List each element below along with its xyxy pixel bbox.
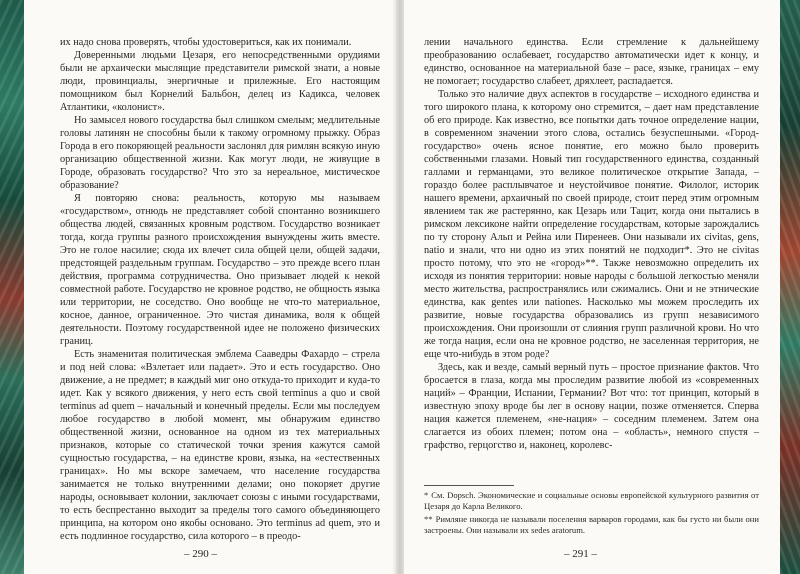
paragraph: Доверенными людьми Цезаря, его непосредственными орудиями были не архаически мыслящие представители римской знати, а новые люди, провинциалы, энергичные и прилежные. Его настоящим помощником был Корнелий Бальбон, делец из Кадикса, человек Атлантики, «колонист». xyxy=(60,50,380,113)
paragraph: лении начального единства. Если стремление к дальнейшему преобразованию ослабевает, государство автоматически идет к концу, и единство, основанное на материальной базе – расе, языке, границах – ему не помогает; государство слабеет, дряхлеет, распадается. xyxy=(424,37,759,87)
page-number: – 290 – xyxy=(184,548,217,560)
book-cover-edge-right xyxy=(780,0,800,574)
paragraph: Я повторяю снова: реальность, которую мы называем «государством», отнюдь не представляет собой спонтанно возникшего общества людей, связанных кровным родством. Государство возникает тогда, когда группы разного происхождения вынуждены жить вместе. Это не голое насилие; сюда их влечет сила общей цели, общей задачи, предстоящей раздельным группам. Государство – это прежде всего план действия, программа сотрудничества. Оно призывает людей к некой совместной работе. Государство не кровное родство, не общность языка или территории, не соседство. Оно вообще не что-то материальное, косное, данное, ограниченное. Это чистая динамика, воля к общей деятельности. Поэтому государственной идее не положено физических границ. xyxy=(60,193,380,347)
paragraph: их надо снова проверять, чтобы удостовериться, как их понимали. xyxy=(60,37,352,48)
footnote xyxy=(424,490,759,512)
left-page-text xyxy=(60,36,380,543)
footnote-mark: ** xyxy=(424,514,433,524)
right-page-text xyxy=(424,36,759,452)
footnote xyxy=(424,514,759,536)
footnote-divider xyxy=(424,485,514,486)
footnote-mark: * xyxy=(424,490,429,500)
footnotes xyxy=(424,490,759,538)
paragraph: Есть знаменитая политическая эмблема Сааведры Фахардо – стрела и под ней слова: «Взлетает или падает». Это и есть государство. Оно движение, а не предмет; в каждый миг оно откуда-то приходит и куда-то идет. Как у всякого движения, у него есть свой terminus a quo и свой terminus ad quem – начальный и конечный пределы. Если мы последуем любое государство в любой момент, мы обнаружим единство общественной жизни, основанное на одном из тех материальных признаков, которые со статической точки зрения кажутся самой сущностью государства, – на единстве крови, языка, на «естественных границах». Но мы вскоре замечаем, что население государства занимается не только внутренними делами; оно покоряет другие народы, основывает колонии, заключает союзы с иными государствами, то есть беспрестанно выходит за пределы того самого объединяющего принципа, на котором оно якобы основано. Это terminus ad quem, это и есть подлинное государство, сила которого – в преодо- xyxy=(60,349,380,542)
paragraph: Но замысел нового государства был слишком смелым; медлительные головы латинян не способны были к такому огромному прыжку. Образ Города в его покоряющей реальности заслонял для римлян всякую иную организацию общественной жизни. Как могут люди, не живущие в Городе, образовать государство? Что это за нереальное, мистическое образование? xyxy=(60,115,380,191)
book-cover-edge-left xyxy=(0,0,24,574)
footnote-text: См. Dopsch. Экономические и социальные основы европейской культурного развития от Цезаря до Карла Великого. xyxy=(424,490,759,511)
footnote-text: Римляне никогда не называли поселения варваров городами, как бы густо ни были они застроены. Они называли их sedes aratorum. xyxy=(424,514,759,535)
right-page xyxy=(404,0,780,574)
left-page xyxy=(24,0,396,574)
paragraph: Только это наличие двух аспектов в государстве – исходного единства и того широкого плана, к которому оно стремится, – дает нам представление об его природе. Как известно, все попытки дать точное определение нации, в современном значении этого слова, остались безуспешными. «Город-государство» очень ясное понятие, его можно было проверить собственными глазами. Новый тип государственного единства, созданный галлами и германцами, это великое политическое открытие Запада, – гораздо более расплывчатое и неустойчивое понятие. Филолог, историк нашего времени, архаичный по своей природе, стоит перед этим огромным явлением так же растерянно, как Цезарь или Тацит, когда они пытались в римском лексиконе найти определение государствам, которые зарождались по ту сторону Альп и Рейна или Пиренеев. Они называли их civitas, gens, natio и знали, что ни одно из этих понятий не подходит*. Это не civitas просто потому, что это не «город»**. Также невозможно определить их исходя из понятия территории: новые народы с большой легкостью меняли место жительства, распространялись или сжимались. Они и не этнические единства, как gentes или nationes. Насколько мы можем проследить их развитие, новые государства образовались из групп независимого происхождения. Они произошли от слияния групп различной крови. Но что же тогда нация, если она не кровное родство, не заселенная территория, не еще что-нибудь в этом роде? xyxy=(424,89,759,360)
page-number: – 291 – xyxy=(564,548,597,560)
paragraph: Здесь, как и везде, самый верный путь – простое признание фактов. Что бросается в глаза, когда мы проследим развитие любой из «современных наций» – Франции, Испании, Германии? Вот что: тот принцип, который в известную эпоху вроде бы лег в основу нации, позже отменяется. Сперва нация кажется племенем, «не-нация» – соседним племенем. Затем она слагается из обоих племен; потом она – «область», немного спустя – графство, герцогство и, наконец, королевс- xyxy=(424,362,759,451)
